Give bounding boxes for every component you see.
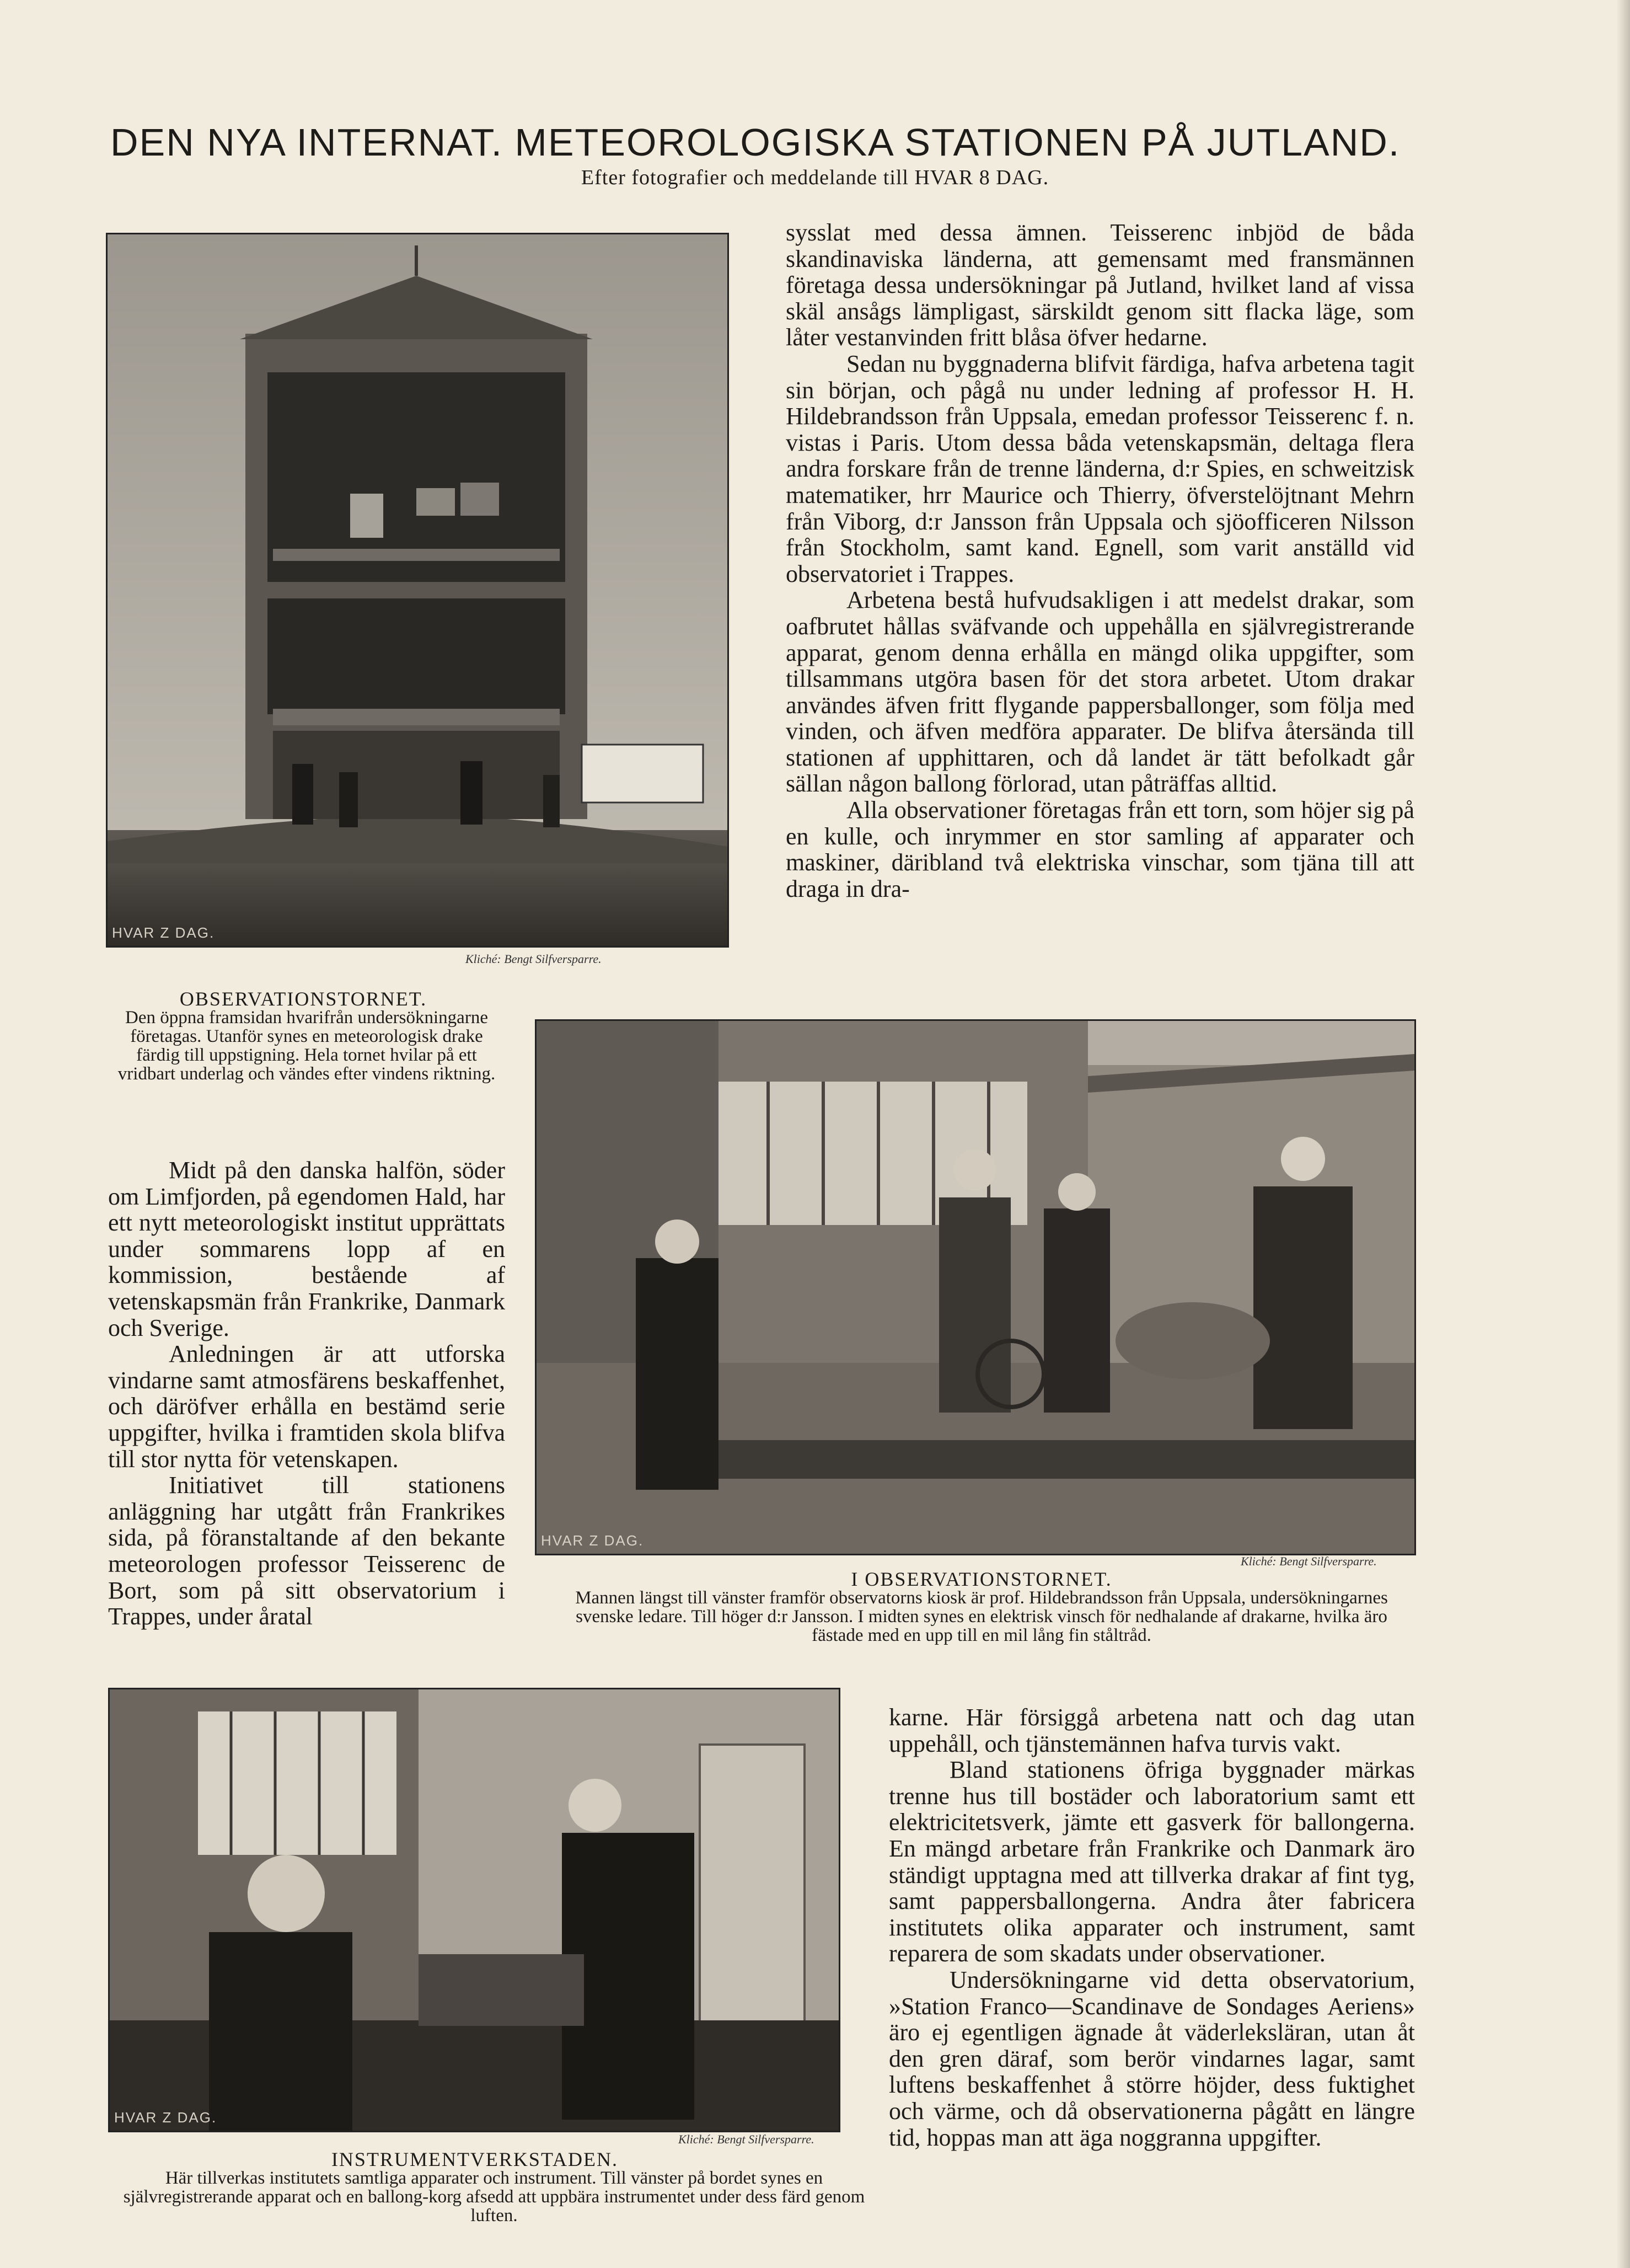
photo-credit: Kliché: Bengt Silfversparre. <box>465 952 602 966</box>
page-title: DEN NYA INTERNAT. METEOROLOGISKA STATIONEN PÅ JUTLAND. <box>110 121 1401 164</box>
photo-instrument-workshop <box>108 1688 840 2132</box>
instrument-workshop-illustration <box>110 1689 839 2131</box>
paragraph: Initiativet till stationens anläggning har utgått från Frankrikes sida, på föranstaltande af den bekante meteorologen professor Teisserenc de Bort, som på sitt observatorium i Trappes, under åratal <box>108 1472 505 1630</box>
paragraph: sysslat med dessa ämnen. Teisserenc inbjöd de båda skandinaviska länderna, att gemensamt med fransmännen företaga dessa undersökningar på Jutland, hvilket land af vissa skäl ansågs lämpligast, särskildt genom sitt flacka läge, som låter vestanvinden fritt blåsa öfver hedarne. <box>786 219 1414 351</box>
photo-credit: Kliché: Bengt Silfversparre. <box>678 2132 814 2146</box>
page-edge-shadow <box>1617 0 1630 2268</box>
photo-watermark: HVAR Z DAG. <box>112 924 215 941</box>
photo-observation-tower <box>106 233 729 948</box>
photo-watermark: HVAR Z DAG. <box>541 1532 644 1549</box>
paragraph: karne. Här försiggå arbetena natt och dag utan uppehåll, och tjänstemännen hafva turvis vakt. <box>889 1704 1415 1757</box>
photo-inside-tower <box>535 1019 1416 1555</box>
paragraph: Sedan nu byggnaderna blifvit färdiga, hafva arbetena tagit sin början, och pågå nu under ledning af professor H. H. Hildebrandsson från Uppsala, emedan professor Teisserenc f. n. vistas i Paris. Utom dessa båda vetenskapsmän, deltaga flera andra forskare från de trenne länderna, d:r Spies, en schweitzisk matematiker, hrr Maurice och Thierry, öfverstelöjtnant Mehrn från Viborg, d:r Jansson från Uppsala och sjöofficeren Nilsson från Stockholm, samt kand. Egnell, som varit anställd vid observatoriet i Trappes. <box>786 350 1414 587</box>
observation-tower-illustration <box>108 234 727 946</box>
photo-caption-text: Mannen längst till vänster framför observatorns kiosk är prof. Hildebrandsson från Uppsala, undersökningarnes svenske ledare. Till höger d:r Jansson. I midten synes en elektrisk vinsch för nedhalande af drakarne, hvilka äro fästade med en upp till en mil lång fin ståltråd. <box>575 1588 1388 1645</box>
inside-tower-illustration <box>537 1021 1414 1554</box>
paragraph: Undersökningarne vid detta observatorium, »Station Franco—Scandinave de Sondages Aeriens» äro ej egentligen ägnade åt väderleksläran, utan åt den gren däraf, som berör vindarnes lagar, samt luftens beskaffenhet å större höjder, dess fuktighet och värme, och då observationerna pågått en längre tid, hoppas man att äga noggranna uppgifter. <box>889 1966 1415 2151</box>
article-column-right-bottom <box>889 1704 1415 2151</box>
photo-caption-title: INSTRUMENTVERKSTADEN. <box>331 2148 619 2170</box>
paragraph: Bland stationens öfriga byggnader märkas trenne hus till bostäder och laboratorium samt ett elektricitetsverk, jämte ett gasverk för ballongerna. En mängd arbetare från Frankrike och Danmark äro ständigt upptagna med att tillverka drakar af fint tyg, samt pappersballongerna. Andra åter fabricera institutets olika apparater och instrument, samt reparera de som skadats under observationer. <box>889 1756 1415 1967</box>
photo-watermark: HVAR Z DAG. <box>114 2109 217 2126</box>
paragraph: Arbetena bestå hufvudsakligen i att medelst drakar, som oafbrutet hållas sväfvande och uppehålla en självregistrerande apparat, genom denna erhålla en mängd olika uppgifter, som tillsammans utgöra basen för det stora arbetet. Utom drakar användes äfven fritt flygande pappersballonger, som följa med vinden, och äfven medföra apparater. De blifva återsända till stationen af upphittaren, och då landet är tätt befolkadt går sällan någon ballong förlorad, utan påträffas alltid. <box>786 586 1414 798</box>
paragraph: Alla observationer företagas från ett torn, som höjer sig på en kulle, och inrymmer en stor samling af apparater och maskiner, däribland två elektriska vinschar, som tjäna till att draga in dra- <box>786 796 1414 902</box>
paragraph: Anledningen är att utforska vindarne samt atmosfärens beskaffenhet, och däröfver erhålla en bestämd serie uppgifter, hvilka i framtiden skola blifva till stor nytta för vetenskapen. <box>108 1340 505 1473</box>
paragraph: Midt på den danska halfön, söder om Limfjorden, på egendomen Hald, har ett nytt meteorologiskt institut upprättats under sommarens lopp af en kommission, bestående af vetenskapsmän från Frankrike, Danmark och Sverige. <box>108 1157 505 1341</box>
photo-caption-title: OBSERVATIONSTORNET. <box>179 988 427 1010</box>
article-column-left <box>108 1157 505 1630</box>
photo-caption-text: Den öppna framsidan hvarifrån undersökningarne företagas. Utanför synes en meteorologisk drake färdig till uppstigning. Hela tornet hvilar på ett vridbart underlag och vändes efter vindens riktning. <box>117 1008 496 1084</box>
photo-caption-text: Här tillverkas institutets samtliga apparater och instrument. Till vänster på bordet synes en självregistrerande apparat och en ballong-korg afsedd att uppbära instrumentet under dess färd genom luften. <box>123 2168 865 2226</box>
photo-caption-title: I OBSERVATIONSTORNET. <box>851 1568 1112 1590</box>
page-subtitle: Efter fotografier och meddelande till HVAR 8 DAG. <box>581 166 1049 189</box>
article-column-right-top <box>786 220 1414 902</box>
photo-credit: Kliché: Bengt Silfversparre. <box>1241 1554 1377 1568</box>
